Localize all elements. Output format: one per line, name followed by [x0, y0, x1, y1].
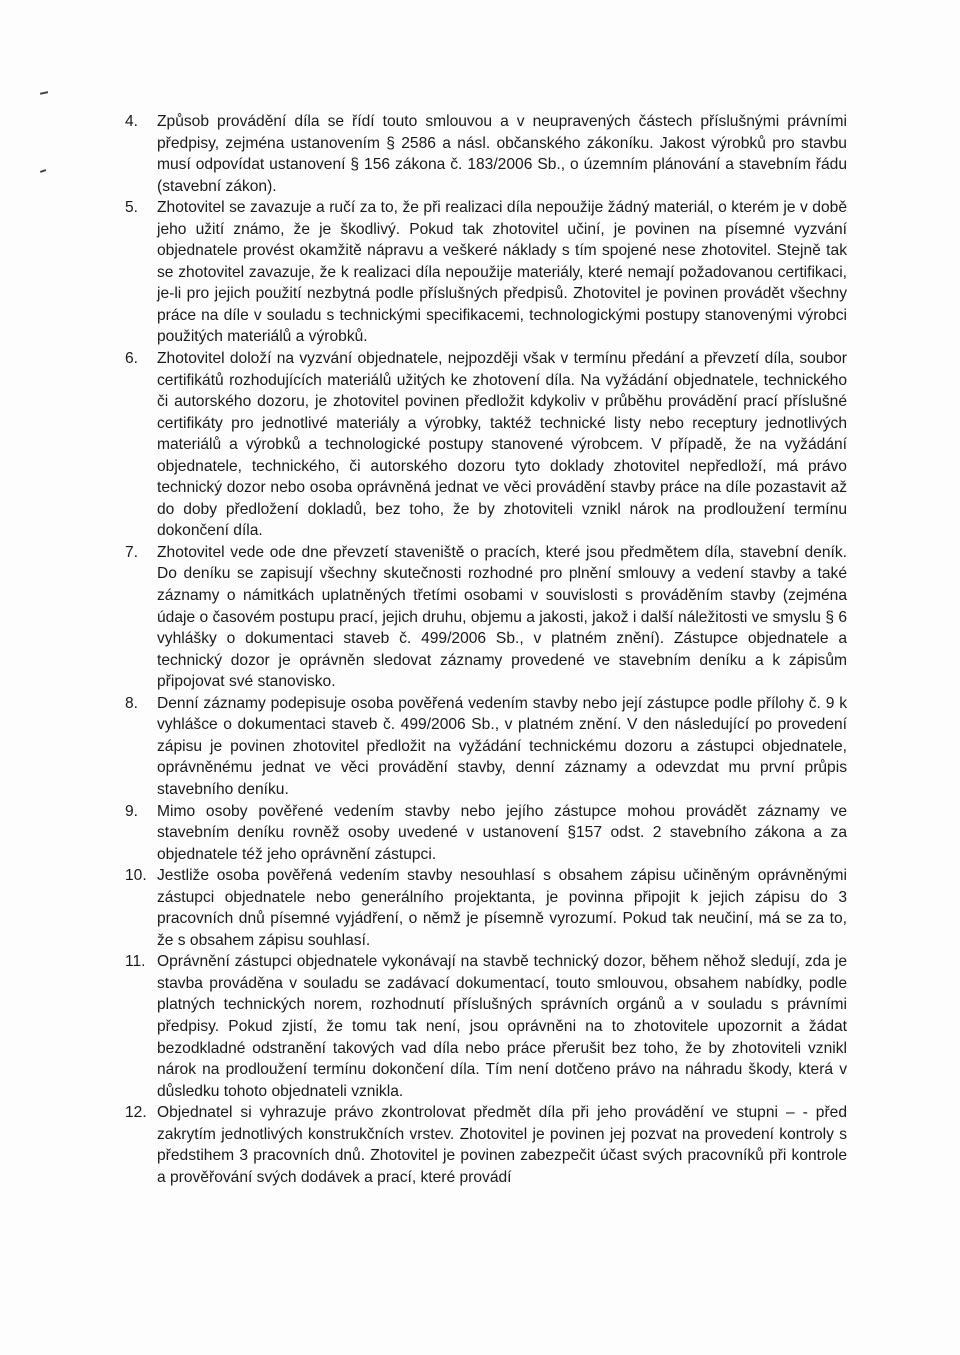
list-item [125, 865, 847, 951]
item-number: 9. [125, 802, 139, 820]
item-number: 8. [125, 694, 139, 712]
item-text: Denní záznamy podepisuje osoba pověřená vedením stavby nebo její zástupce podle přílohy č. 9 k vyhlášce o dokumentaci staveb č. 499/2006 Sb., v platném znění. V den následující po provedení zápisu je povinen zhotovitel předložit na vyžádání technickému dozoru a zástupci objednatele, oprávněnému jednat ve věci provádění stavby, denní záznamy a odevzdat mu první průpis stavebního deníku. [157, 694, 847, 798]
item-text: Zhotovitel se zavazuje a ručí za to, že při realizaci díla nepoužije žádný materiál, o kterém je v době jeho užití známo, že je škodlivý. Pokud tak zhotovitel učiní, je povinen na písemné vyzvání objednatele provést okamžitě nápravu a veškeré náklady s tím spojené nese zhotovitel. Stejně tak se zhotovitel zavazuje, že k realizaci díla nepoužije materiály, které nemají požadovanou certifikaci, je-li pro jejich použití nezbytná podle příslušných předpisů. Zhotovitel je povinen provádět všechny práce na díle v souladu s technickými specifikacemi, technologickými postupy stanovenými výrobci použitých materiálů a výrobků. [157, 199, 847, 346]
list-item [125, 801, 847, 866]
item-text: Zhotovitel vede ode dne převzetí staveniště o pracích, které jsou předmětem díla, stavební deník. Do deníku se zapisují všechny skutečnosti rozhodné pro plnění smlouvy a vedení stavby a také záznamy o námitkách uplatněných třetími osobami v souvislosti s prováděním stavby (zejména údaje o časovém postupu prací, jejich druhu, objemu a jakosti, jakož i další náležitosti ve smyslu § 6 vyhlášky o dokumentaci staveb č. 499/2006 Sb., v platném znění). Zástupce objednatele a technický dozor je oprávněn sledovat záznamy provedené ve stavebním deníku a k zápisům připojovat své stanovisko. [157, 543, 847, 691]
scan-mark [40, 91, 48, 94]
list-item [125, 951, 847, 1102]
numbered-clause-list [125, 111, 847, 1188]
item-number: 7. [125, 543, 139, 561]
list-item [125, 693, 847, 801]
item-number: 5. [125, 199, 139, 217]
list-item [125, 542, 847, 693]
item-text: Oprávnění zástupci objednatele vykonávají na stavbě technický dozor, během něhož sledují, zda je stavba prováděna v souladu se zadávací dokumentací, touto smlouvou, obsahem nabídky, podle platných technických norem, rozhodnutí příslušných správních orgánů a v souladu s právními předpisy. Pokud zjistí, že tomu tak není, jsou oprávněni na to zhotovitele upozornit a žádat bezodkladné odstranění takových vad díla nebo práce přerušit bez toho, že by zhotoviteli vznikl nárok na prodloužení termínu dokončení díla. Tím není dotčeno právo na náhradu škody, která v důsledku tohoto objednateli vznikla. [157, 953, 847, 1100]
item-number: 4. [125, 113, 139, 130]
item-text: Objednatel si vyhrazuje právo zkontrolovat předmět díla při jeho provádění ve stupni – - před zakrytím jednotlivých konstrukčních vrstev. Zhotovitel je povinen jej pozvat na provedení kontroly s předstihem 3 pracovních dnů. Zhotovitel je povinen zabezpečit účast svých pracovníků při kontrole a prověřování svých dodávek a prací, které provádí [157, 1104, 847, 1186]
item-text: Mimo osoby pověřené vedením stavby nebo jejího zástupce mohou provádět záznamy ve stavebním deníku rovněž osoby uvedené v ustanovení §157 odst. 2 stavebního zákona a za objednatele též jeho oprávnění zástupci. [157, 802, 847, 863]
list-item [125, 197, 847, 348]
item-number: 10. [125, 867, 147, 885]
item-text: Jestliže osoba pověřená vedením stavby nesouhlasí s obsahem zápisu učiněným oprávněnými zástupci objednatele nebo generálního projektanta, je povinna připojit k jejich zápisu do 3 pracovních dnů písemné vyjádření, o němž je písemně vyrozumí. Pokud tak neučiní, má se za to, že s obsahem zápisu souhlasí. [157, 867, 847, 949]
item-number: 12. [125, 1104, 147, 1122]
item-number: 6. [125, 350, 139, 368]
item-number: 11. [125, 953, 146, 971]
item-text: Zhotovitel doloží na vyzvání objednatele, nejpozději však v termínu předání a převzetí díla, soubor certifikátů rozhodujících materiálů užitých ke zhotovení díla. Na vyžádání objednatele, technického či autorského dozoru, je zhotovitel povinen předložit kdykoliv v průběhu provádění prací příslušné certifikáty pro jednotlivé materiály a výrobky, taktéž technické listy nebo receptury jednotlivých materiálů a výrobků a technologické postupy stanovené výrobcem. V případě, že na vyžádání objednatele, technického, či autorského dozoru tyto doklady zhotovitel nepředloží, má právo technický dozor nebo osoba oprávněná jednat ve věci provádění stavby práce na díle pozastavit až do doby předložení dokladů, bez toho, že by zhotoviteli vznikl nárok na prodloužení termínu dokončení díla. [157, 350, 847, 540]
list-item [125, 1102, 847, 1188]
list-item [125, 111, 847, 197]
list-item [125, 348, 847, 542]
item-text: Způsob provádění díla se řídí touto smlouvou a v neupravených částech příslušnými právními předpisy, zejména ustanovením § 2586 a násl. občanského zákoníku. Jakost výrobků pro stavbu musí odpovídat ustanovení § 156 zákona č. 183/2006 Sb., o územním plánování a stavebním řádu (stavební zákon). [157, 113, 847, 195]
scan-mark [40, 169, 46, 172]
